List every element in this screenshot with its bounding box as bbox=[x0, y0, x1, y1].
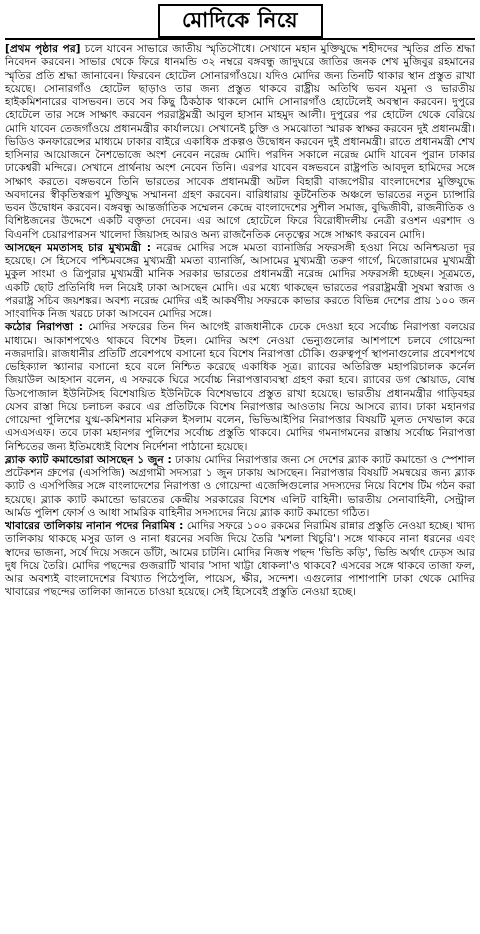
section-text: ঢাকায় মোদির নিরাপত্তার জন্য সে দেশের ব্ল্যাক ক্যাট কমান্ডো ও স্পেশাল প্রটেকশন গ্রুপের (এসপিজি) অগ্রগামী সদস্যরা ১ জুন ঢাকায় আসছেন। নিরাপত্তার বিষয়টি সমন্বয়ের জন্য ব্ল্যাক ক্যাট ও এসপিজির সঙ্গে বাংলাদেশের নিরাপত্তা ও গোয়েন্দা এজেন্সিগুলোর সদস্যদের নিয়ে বিশেষ টিম গঠন করা হয়েছে। ব্ল্যাক ক্যাট কমান্ডো ভারতের কেন্দ্রীয় সরকারের বিশেষ এলিট বাহিনী। ভারতীয় সেনাবাহিনী, সেন্ট্রাল আর্মড পুলিশ ফোর্স ও আধা সামরিক বাহিনীর সদস্যদের নিয়ে ব্ল্যাক ক্যাট কমান্ডো গঠিত। bbox=[5, 453, 475, 519]
intro-paragraph bbox=[5, 43, 475, 242]
section-heading: আসছেন মমতাসহ চার মুখ্যমন্ত্রী : bbox=[5, 241, 151, 254]
headline-box bbox=[158, 4, 323, 38]
section-text: মোদির সফরে ১০০ রকমের নিরামিষ রান্নার প্রস্তুতি নেওয়া হচ্ছে। খাদ্য তালিকায় থাকছে মসুর ডাল ও নানা ধরনের সবজি দিয়ে তৈরি 'মশলা খিচুরি'। সঙ্গে থাকবে নানা ধরনের এবং স্বাদের ভাজনা, সর্ষে দিয়ে সজনে ডাঁটা, আমের চাটনি। মোদির নিজস্ব পছন্দ 'ভিন্ডি কড়ি', ভিন্ডি অর্থাৎ ঢেড়স আর দুধ দিয়ে তৈরি। মোদির পছন্দের গুজরাটি খাবার 'সাদা খাট্টা ধোকলা'ও থাকবে? এসবের সঙ্গে থাকবে তাজা ফল, আর অবশ্যই বাংলাদেশের বিখ্যাত পিঠেপুলি, পায়েস, ক্ষীর, সন্দেশ। এগুলোর পাশাপাশি ঢাকা থেকে মোদির খাবারের পছন্দের তালিকা জানতে চাওয়া হয়েছে। সেই হিসেবেই প্রস্তুতি নেওয়া হচ্ছে। bbox=[5, 520, 476, 599]
section-paragraph bbox=[5, 520, 475, 600]
section-text: মোদির সফরের তিন দিন আগেই রাজধানীকে ঢেকে দেওয়া হবে সর্বোচ্চ নিরাপত্তা বলয়ের মাধ্যমে। আকাশপথেও থাকবে বিশেষ টহল। মোদির অংশ নেওয়া ভেন্যুগুলোর আশপাশে চলবে গোয়েন্দা নজরদারি। রাজধানীর প্রতিটি প্রবেশপথে বসানো হবে বিশেষ নিরাপত্তা চৌকি। গুরুত্বপূর্ণ স্থাপনাগুলোর প্রবেশপথে ভেহিক্যাল স্ক্যানার বসানো হবে বলে নিশ্চিত করেছে একাধিক সূত্র। র‍্যাবের অতিরিক্ত মহাপরিচালক কর্নেল জিয়াউল আহসান বলেন, এ সফরকে ঘিরে সর্বোচ্চ নিরাপত্তাব্যবস্থা গ্রহণ করা হবে। র‍্যাবের ডগ স্কোয়াড, বোম্ব ডিসপোজাল ইউনিটসহ বিশেষায়িত ইউনিটকে বিশেষভাবে প্রস্তুত রাখা হয়েছে। ভারতীয় প্রধানমন্ত্রীর গাড়িবহর যেসব রাস্তা দিয়ে চলাচল করবে এর প্রতিটিকে বিশেষ নিরাপত্তার আওতায় নিয়ে আসবে র‍্যাব। ঢাকা মহানগর গোয়েন্দা পুলিশের যুগ্ম-কমিশনার মনিরুল ইসলাম বলেন, ভিভিআইপির নিরাপত্তার বিষয়টি মূলত দেখভাল করে এসএসএফ। তবে ঢাকা মহানগর পুলিশের সর্বোচ্চ প্রস্তুতি থাকবে। মোদির গমনাগমনের রাস্তায় সর্বোচ্চ নিরাপত্তা নিশ্চিতের জন্য ইতিমধ্যেই বিশেষ নির্দেশনা পাঠানো হয়েছে। bbox=[5, 321, 475, 453]
news-clipping bbox=[0, 4, 480, 934]
continuation-marker: [প্রথম পৃষ্ঠার পর] bbox=[5, 43, 81, 55]
section-heading: ব্ল্যাক ক্যাট কমান্ডোরা আসছেন ১ জুন : bbox=[5, 453, 172, 466]
headline: মোদিকে নিয়ে bbox=[181, 6, 299, 32]
section-heading: কঠোর নিরাপত্তা : bbox=[5, 321, 83, 334]
section-paragraph bbox=[5, 242, 475, 322]
section-paragraph bbox=[5, 321, 475, 454]
section-heading: খাবারের তালিকায় নানান পদের নিরামিষ : bbox=[5, 520, 184, 532]
section-paragraph bbox=[5, 454, 475, 520]
intro-text: চলে যাবেন সাভারে জাতীয় স্মৃতিসৌধে। সেখানে মহান মুক্তিযুদ্ধে শহীদদের স্মৃতির প্রতি শ্রদ্ধা নিবেদন করবেন। সাভার থেকে ফিরে ধানমন্ডি ৩২ নম্বরে বঙ্গবন্ধু জাদুঘরে জাতির জনক শেখ মুজিবুর রহমানের স্মৃতির প্রতি শ্রদ্ধা জানাবেন। ফিরবেন হোটেল সোনারগাঁওয়ে। যদিও মোদির জন্য তিনটি থাকার স্থান প্রস্তুত রাখা হয়েছে। সোনারগাঁও হোটেল ছাড়াও তার জন্য প্রস্তুত থাকবে রাষ্ট্রীয় অতিথি ভবন যমুনা ও ভারতীয় হাইকমিশনারের বাসভবন। তবে সব কিছু ঠিকঠাক থাকলে মোদি সোনারগাঁও হোটেলেই অবস্থান করবেন। দুপুরে হোটেলে তার সঙ্গে সাক্ষাৎ করবেন পররাষ্ট্রমন্ত্রী আবুল হাসান মাহমুদ আলী। দুপুরের পর হোটেল থেকে বেরিয়ে মোদি যাবেন তেজগাঁওয়ে প্রধানমন্ত্রীর কার্যালয়ে। সেখানেই চুক্তি ও সমঝোতা স্মারক স্বাক্ষর করবেন দুই প্রধানমন্ত্রী। ভিডিও কনফারেন্সের মাধ্যমে ঢাকার বাইরে একাধিক প্রকল্পও উদ্বোধন করবেন দুই প্রধানমন্ত্রী। রাতে প্রধানমন্ত্রী শেখ হাসিনার আয়োজনে নৈশভোজে অংশ নেবেন নরেন্দ্র মোদি। পরদিন সকালে নরেন্দ্র মোদি যাবেন পুরান ঢাকার ঢাকেশ্বরী মন্দিরে। সেখানে প্রার্থনায় অংশ নেবেন তিনি। এরপর যাবেন বঙ্গভবনে রাষ্ট্রপতি আবদুল হামিদের সঙ্গে সাক্ষাৎ করতে। বঙ্গভবনে তিনি ভারতের সাবেক প্রধানমন্ত্রী অটল বিহারী বাজপেয়ীর বাংলাদেশের মুক্তিযুদ্ধে অবদানের স্বীকৃতিস্বরূপ মুক্তিযুদ্ধ সম্মাননা গ্রহণ করবেন। বারিধারায় কূটনৈতিক অঞ্চলে ভারতের নতুন চ্যান্সারি ভবন উদ্বোধন করবেন। বঙ্গবন্ধু আন্তর্জাতিক সম্মেলন কেন্দ্রে বাংলাদেশের সুশীল সমাজ, বুদ্ধিজীবী, রাজনীতিক ও বিশিষ্টজনের উদ্দেশে একটি বক্তৃতা দেবেন। এর আগে হোটেলে ফিরে বিরোধীদলীয় নেত্রী রওশন এরশাদ ও বিএনপি চেয়ারপারসন খালেদা জিয়াসহ আরও অন্য রাজনৈতিক নেতৃত্বের সঙ্গে সাক্ষাৎ করবেন মোদি। bbox=[5, 43, 475, 241]
section-text: নরেন্দ্র মোদির সঙ্গে মমতা ব্যানার্জির সফরসঙ্গী হওয়া নিয়ে অনিশ্চয়তা দূর হয়েছে। সে হিসেবে পশ্চিমবঙ্গের মুখ্যমন্ত্রী মমতা ব্যানার্জি, আসামের মুখ্যমন্ত্রী তরুণ গার্গে, মিজোরামের মুখ্যমন্ত্রী মুকুল সাংমা ও ত্রিপুরার মুখ্যমন্ত্রী মানিক সরকার ভারতের প্রধানমন্ত্রী নরেন্দ্র মোদির সফরসঙ্গী হচ্ছেন। সূত্রমতে, একটি ছোট প্রতিনিধি দল নিয়েই ঢাকা আসছেন মোদি। এর মধ্যে থাকছেন ভারতের পররাষ্ট্রমন্ত্রী সুষমা স্বরাজ ও পররাষ্ট্র সচিব জয়শঙ্কর। অবশ্য নরেন্দ্র মোদির এই আকর্ষণীয় সফরকে কাভার করতে বিভিন্ন দেশের প্রায় ১০০ জন সাংবাদিক নিজ খরচে ঢাকা আসবেন মোদির সঙ্গে। bbox=[5, 241, 475, 320]
